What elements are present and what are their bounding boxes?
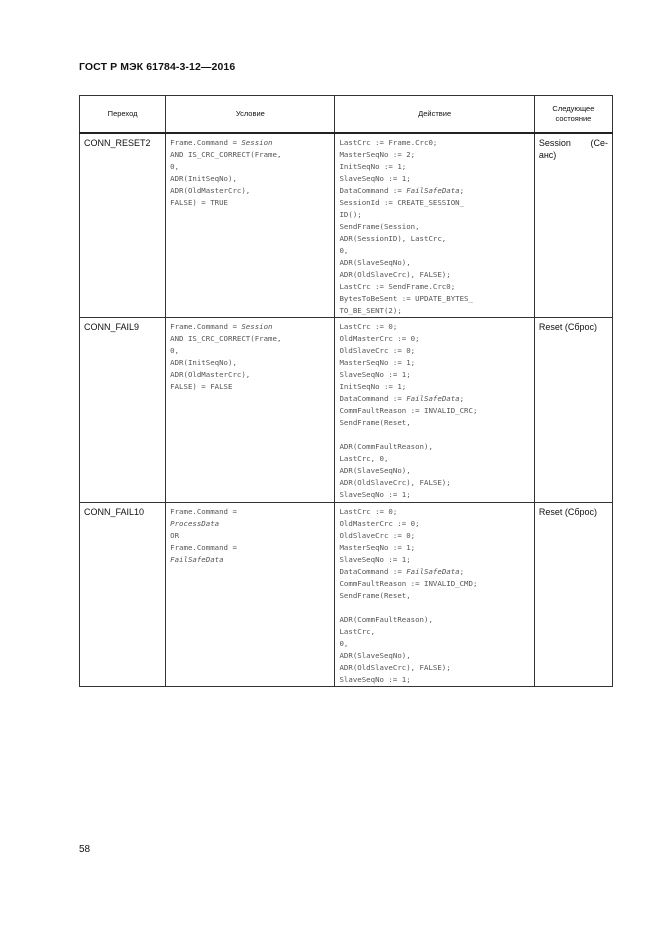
code-token: LastCrc, bbox=[339, 627, 376, 636]
code-line bbox=[339, 345, 531, 357]
code-token: AND IS_CRC_CORRECT(Frame, bbox=[170, 334, 282, 343]
code-line bbox=[339, 417, 531, 429]
code-token: ADR(InitSeqNo), bbox=[170, 358, 237, 367]
code-line bbox=[339, 393, 531, 405]
code-token: ADR(CommFaultReason), bbox=[339, 442, 433, 451]
code-token: SlaveSeqNo := 1; bbox=[339, 370, 411, 379]
column-header-next-state bbox=[534, 96, 612, 134]
code-token: FailSafeData bbox=[170, 555, 224, 564]
code-line bbox=[170, 542, 332, 554]
code-line bbox=[339, 465, 531, 477]
code-line bbox=[339, 137, 531, 149]
code-line bbox=[170, 518, 332, 530]
table-header-row bbox=[80, 96, 613, 134]
code-token: DataCommand := bbox=[339, 186, 407, 195]
code-token: SendFrame(Reset, bbox=[339, 591, 411, 600]
table-row bbox=[80, 503, 613, 687]
code-token: MasterSeqNo := 2; bbox=[339, 150, 416, 159]
code-token: ADR(OldSlaveCrc), FALSE); bbox=[339, 663, 451, 672]
code-line bbox=[170, 137, 332, 149]
transition-cell: CONN_RESET2 bbox=[80, 133, 166, 318]
code-token: OldMasterCrc := 0; bbox=[339, 519, 420, 528]
code-token: ADR(OldMasterCrc), bbox=[170, 186, 251, 195]
code-token: ProcessData bbox=[170, 519, 220, 528]
next-state-cell bbox=[534, 133, 612, 318]
code-token: ; bbox=[459, 394, 465, 403]
code-line bbox=[339, 209, 531, 221]
code-token: FailSafeData bbox=[406, 394, 460, 403]
column-header-action: Действие bbox=[335, 96, 534, 134]
code-line bbox=[170, 197, 332, 209]
code-token: SendFrame(Reset, bbox=[339, 418, 411, 427]
code-token: MasterSeqNo := 1; bbox=[339, 543, 416, 552]
code-line bbox=[170, 369, 332, 381]
code-line bbox=[339, 626, 531, 638]
code-line bbox=[170, 530, 332, 542]
code-line bbox=[170, 173, 332, 185]
code-line bbox=[170, 357, 332, 369]
code-token: Frame.Command = bbox=[170, 322, 242, 331]
code-token: OldSlaveCrc := 0; bbox=[339, 346, 416, 355]
code-token: 0, bbox=[170, 346, 180, 355]
code-line bbox=[170, 345, 332, 357]
code-line bbox=[170, 149, 332, 161]
condition-cell bbox=[166, 318, 335, 503]
code-line bbox=[339, 441, 531, 453]
code-token: ADR(OldSlaveCrc), FALSE); bbox=[339, 478, 451, 487]
code-token: Session bbox=[241, 138, 273, 147]
code-token: SlaveSeqNo := 1; bbox=[339, 555, 411, 564]
code-token: Frame.Command = bbox=[170, 507, 237, 516]
next-state-line: Reset (Сброс) bbox=[538, 507, 597, 517]
next-state-line: Reset (Сброс) bbox=[538, 322, 597, 332]
code-line bbox=[170, 321, 332, 333]
code-line bbox=[339, 221, 531, 233]
code-token: ; bbox=[459, 567, 465, 576]
code-line bbox=[339, 429, 531, 441]
code-line bbox=[339, 321, 531, 333]
code-token: FailSafeData bbox=[406, 186, 460, 195]
code-token: ADR(CommFaultReason), bbox=[339, 615, 433, 624]
code-token: 0, bbox=[170, 162, 180, 171]
action-cell bbox=[335, 133, 534, 318]
next-state-cell bbox=[534, 318, 612, 503]
code-token: BytesToBeSent := UPDATE_BYTES_ bbox=[339, 294, 473, 303]
code-token: ADR(InitSeqNo), bbox=[170, 174, 237, 183]
code-line bbox=[339, 369, 531, 381]
code-token: LastCrc := SendFrame.Crc0; bbox=[339, 282, 456, 291]
table-row bbox=[80, 133, 613, 318]
code-line bbox=[339, 293, 531, 305]
code-token: DataCommand := bbox=[339, 567, 407, 576]
code-line bbox=[339, 185, 531, 197]
code-line bbox=[170, 381, 332, 393]
code-token: SlaveSeqNo := 1; bbox=[339, 174, 411, 183]
code-token: InitSeqNo := 1; bbox=[339, 382, 407, 391]
code-token: ADR(SlaveSeqNo), bbox=[339, 651, 411, 660]
next-state-line: Session (Се- bbox=[538, 138, 608, 148]
code-token: LastCrc := 0; bbox=[339, 322, 398, 331]
code-token: ADR(OldMasterCrc), bbox=[170, 370, 251, 379]
code-line bbox=[339, 662, 531, 674]
code-line bbox=[339, 614, 531, 626]
code-token: 0, bbox=[339, 639, 349, 648]
action-cell bbox=[335, 503, 534, 687]
code-token: OldMasterCrc := 0; bbox=[339, 334, 420, 343]
code-token: SendFrame(Session, bbox=[339, 222, 420, 231]
code-token: InitSeqNo := 1; bbox=[339, 162, 407, 171]
code-line bbox=[339, 233, 531, 245]
code-line bbox=[339, 674, 531, 686]
transition-cell: CONN_FAIL10 bbox=[80, 503, 166, 687]
transition-table bbox=[79, 95, 613, 687]
condition-cell bbox=[166, 133, 335, 318]
code-line bbox=[170, 554, 332, 566]
code-line bbox=[339, 578, 531, 590]
code-line bbox=[339, 257, 531, 269]
code-line bbox=[170, 333, 332, 345]
code-line bbox=[339, 405, 531, 417]
code-line bbox=[339, 173, 531, 185]
code-token: DataCommand := bbox=[339, 394, 407, 403]
code-line bbox=[339, 197, 531, 209]
code-token: SlaveSeqNo := 1; bbox=[339, 490, 411, 499]
code-token: CommFaultReason := INVALID_CRC; bbox=[339, 406, 478, 415]
code-line bbox=[339, 453, 531, 465]
column-header-transition: Переход bbox=[80, 96, 166, 134]
code-token: LastCrc := 0; bbox=[339, 507, 398, 516]
code-token: Session bbox=[241, 322, 273, 331]
next-state-header-line: состояние bbox=[555, 114, 592, 123]
code-token: Frame.Command = bbox=[170, 138, 242, 147]
code-line bbox=[339, 149, 531, 161]
code-token: LastCrc, 0, bbox=[339, 454, 389, 463]
code-line bbox=[339, 281, 531, 293]
code-line bbox=[339, 381, 531, 393]
page-number: 58 bbox=[79, 844, 91, 855]
code-token: 0, bbox=[339, 246, 349, 255]
code-line bbox=[170, 506, 332, 518]
code-line bbox=[339, 602, 531, 614]
code-token: Frame.Command = bbox=[170, 543, 237, 552]
code-token: ADR(SlaveSeqNo), bbox=[339, 466, 411, 475]
code-line bbox=[339, 305, 531, 317]
code-line bbox=[339, 530, 531, 542]
code-line bbox=[339, 650, 531, 662]
code-line bbox=[339, 506, 531, 518]
column-header-condition: Условие bbox=[166, 96, 335, 134]
code-token: OldSlaveCrc := 0; bbox=[339, 531, 416, 540]
code-token: LastCrc := Frame.Crc0; bbox=[339, 138, 438, 147]
code-token: SessionId := CREATE_SESSION_ bbox=[339, 198, 465, 207]
code-line bbox=[339, 333, 531, 345]
code-line bbox=[339, 638, 531, 650]
next-state-header-line: Следующее bbox=[552, 104, 595, 113]
condition-cell bbox=[166, 503, 335, 687]
transition-cell: CONN_FAIL9 bbox=[80, 318, 166, 503]
table-row bbox=[80, 318, 613, 503]
code-token: ADR(OldSlaveCrc), FALSE); bbox=[339, 270, 451, 279]
code-token: FALSE) = FALSE bbox=[170, 382, 233, 391]
code-line bbox=[339, 245, 531, 257]
code-line bbox=[339, 357, 531, 369]
document-title: ГОСТ Р МЭК 61784-3-12—2016 bbox=[79, 61, 236, 73]
code-line bbox=[339, 518, 531, 530]
code-token: FailSafeData bbox=[406, 567, 460, 576]
code-token: AND IS_CRC_CORRECT(Frame, bbox=[170, 150, 282, 159]
code-token: ; bbox=[459, 186, 465, 195]
code-line bbox=[339, 590, 531, 602]
code-line bbox=[339, 489, 531, 501]
code-token: TO_BE_SENT(2); bbox=[339, 306, 402, 315]
code-token: ADR(SessionID), LastCrc, bbox=[339, 234, 447, 243]
code-line bbox=[339, 554, 531, 566]
code-token: MasterSeqNo := 1; bbox=[339, 358, 416, 367]
code-token: ID(); bbox=[339, 210, 362, 219]
code-token: FALSE) = TRUE bbox=[170, 198, 229, 207]
code-line bbox=[339, 477, 531, 489]
code-token: SlaveSeqNo := 1; bbox=[339, 675, 411, 684]
code-token: OR bbox=[170, 531, 180, 540]
code-token: CommFaultReason := INVALID_CMD; bbox=[339, 579, 478, 588]
next-state-line: анс) bbox=[538, 150, 557, 160]
code-line bbox=[170, 185, 332, 197]
code-line bbox=[170, 161, 332, 173]
action-cell bbox=[335, 318, 534, 503]
code-line bbox=[339, 161, 531, 173]
code-token: ADR(SlaveSeqNo), bbox=[339, 258, 411, 267]
code-line bbox=[339, 542, 531, 554]
code-line bbox=[339, 269, 531, 281]
next-state-cell bbox=[534, 503, 612, 687]
code-line bbox=[339, 566, 531, 578]
